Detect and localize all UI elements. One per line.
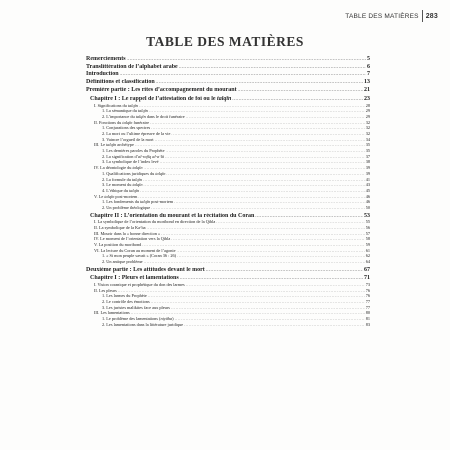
page-title: TABLE DES MATIÈRES xyxy=(146,34,304,49)
toc-entry xyxy=(86,213,370,221)
running-header xyxy=(345,10,438,22)
toc-entry-label: III. Les lamentations xyxy=(94,311,130,316)
toc-entry-page: 71 xyxy=(364,275,370,282)
toc-entry-page: 80 xyxy=(365,311,370,316)
toc-entry-page: 81 xyxy=(365,317,370,322)
dot-leader xyxy=(184,323,365,327)
toc-entry-label: 3. La symbolique de l’index levé xyxy=(102,160,159,165)
toc-entry-page: 38 xyxy=(365,160,370,165)
dot-leader xyxy=(160,160,365,164)
toc-entry-page: 39 xyxy=(365,166,370,171)
toc-entry-page: 77 xyxy=(365,305,370,310)
toc-entry-label: I. La symbolique de l’orientation du moribond en direction de la Qibla xyxy=(94,220,216,225)
dot-leader xyxy=(147,226,365,230)
dot-leader xyxy=(138,195,364,199)
toc-entry-label: 1. La sémantique du talqīn xyxy=(102,109,148,114)
toc-entry-page: 32 xyxy=(365,132,370,136)
toc-entry-label: II. Les pleurs xyxy=(94,288,117,293)
toc-entry-page: 34 xyxy=(365,137,370,142)
toc-entry xyxy=(86,267,370,275)
toc-entry-page: 59 xyxy=(365,242,370,247)
toc-entry-label: II. La symbolique de la Ka‘ba xyxy=(94,225,146,230)
toc-entry-label: 3. Vaincre l’orgueil de la mort xyxy=(102,137,154,142)
dot-leader xyxy=(135,143,365,147)
toc-entry xyxy=(86,206,370,212)
toc-entry-label: Translittération de l’alphabet arabe xyxy=(86,63,178,70)
toc-entry-label: 2. Un antique problème xyxy=(102,260,143,265)
toc-entry-label: I. Significations du talqīn xyxy=(94,103,138,108)
toc-entry-label: IV. La déontologie du talqīn xyxy=(94,166,143,171)
toc-entry-page: 64 xyxy=(365,260,370,265)
toc-entry-label: II. Fonctions du talqīn funéraire xyxy=(94,120,150,125)
dot-leader xyxy=(177,254,365,258)
toc-entry-label: III. Le talqīn archétype xyxy=(94,143,134,148)
toc-entry-page: 53 xyxy=(364,212,370,219)
dot-leader xyxy=(255,214,363,218)
toc-entry-page: 32 xyxy=(365,120,370,125)
toc-entry-page: 35 xyxy=(365,149,370,154)
toc-entry-label: Chapitre I : Le rappel de l’attestation de foi ou le talqīn xyxy=(90,95,232,102)
dot-leader xyxy=(148,294,365,298)
toc-entry-page: 29 xyxy=(365,109,370,114)
toc-entry-page: 37 xyxy=(365,154,370,159)
toc-entry-page: 32 xyxy=(365,126,370,131)
dot-leader xyxy=(171,306,365,310)
toc-entry xyxy=(86,260,370,266)
toc-entry xyxy=(86,96,370,104)
toc-entry-page: 61 xyxy=(365,248,370,253)
table-of-contents xyxy=(86,56,370,328)
dot-leader xyxy=(156,80,363,84)
toc-entry-page: 50 xyxy=(365,205,370,210)
toc-entry-label: Première partie : Les rites d’accompagnement du mourant xyxy=(86,87,237,94)
toc-entry-label: 1. Les fondements du talqīn post-mortem xyxy=(102,200,174,205)
toc-entry-label: 2. La mort ou l’ultime épreuve de la vie xyxy=(102,132,171,136)
toc-entry-page: 73 xyxy=(365,282,370,287)
toc-entry-label: Remerciements xyxy=(86,56,126,62)
toc-entry-label: 2. La formule du talqīn xyxy=(102,177,142,182)
toc-entry-page: 62 xyxy=(365,254,370,259)
dot-leader xyxy=(171,237,364,241)
dot-leader xyxy=(118,289,365,293)
toc-entry-page: 6 xyxy=(367,63,370,70)
running-header-title: TABLE DES MATIÈRES xyxy=(345,12,419,20)
dot-leader xyxy=(186,283,365,287)
dot-leader xyxy=(150,121,365,125)
toc-entry-page: 35 xyxy=(365,143,370,148)
dot-leader xyxy=(166,149,365,153)
dot-leader xyxy=(143,183,364,187)
toc-entry-page: 76 xyxy=(365,294,370,299)
toc-entry xyxy=(86,323,370,329)
toc-entry-page: 23 xyxy=(364,95,370,102)
header-divider xyxy=(422,10,423,22)
toc-entry xyxy=(86,275,370,283)
toc-entry-label: 1. Qualifications juridiques du talqīn xyxy=(102,171,166,176)
toc-entry-page: 21 xyxy=(364,87,370,94)
toc-entry-page: 55 xyxy=(365,220,370,225)
toc-entry-label: 3. Le moment du talqīn xyxy=(102,183,143,188)
toc-entry xyxy=(86,79,370,87)
toc-entry-label: I. Vision coranique et prophétique du don des larmes xyxy=(94,282,185,287)
dot-leader xyxy=(144,260,365,264)
toc-entry-label: Chapitre I : Pleurs et lamentations xyxy=(90,275,179,282)
toc-entry-label: 1. Les larmes du Prophète xyxy=(102,294,147,299)
toc-entry xyxy=(86,71,370,79)
toc-entry-page: 7 xyxy=(367,71,370,78)
toc-entry-page: 46 xyxy=(365,200,370,205)
toc-entry-page: 56 xyxy=(365,225,370,230)
dot-leader xyxy=(180,276,363,280)
dot-leader xyxy=(216,220,364,224)
toc-entry xyxy=(86,56,370,64)
toc-entry-page: 46 xyxy=(365,194,370,199)
dot-leader xyxy=(165,155,365,159)
dot-leader xyxy=(171,132,364,136)
toc-entry-page: 67 xyxy=(364,266,370,273)
dot-leader xyxy=(144,166,365,170)
toc-entry-label: V. La position du moribond xyxy=(94,242,142,247)
toc-entry-page: 45 xyxy=(365,188,370,193)
toc-entry-label: 1. Conjurations des spectres xyxy=(102,126,151,131)
toc-entry-page: 13 xyxy=(364,78,370,85)
toc-entry-label: Deuxième partie : Les attitudes devant le mort xyxy=(86,266,205,273)
toc-entry-label: 3. Les juristes malikites face aux pleurs xyxy=(102,305,170,310)
dot-leader xyxy=(238,88,363,92)
dot-leader xyxy=(151,206,364,210)
toc-entry-label: Chapitre II : L’orientation du mourant et la récitation du Coran xyxy=(90,212,255,219)
toc-entry-label: IV. Le moment de l’orientation vers la Qibla xyxy=(94,237,171,242)
toc-entry-label: VI. La lecture du Coran au moment de l’agonie xyxy=(94,248,176,253)
toc-entry-page: 29 xyxy=(365,114,370,119)
page-number: 283 xyxy=(425,12,438,20)
toc-entry-page: 77 xyxy=(365,299,370,304)
toc-entry-label: 1. « Si mon peuple savait » (Coran 36 : 26) xyxy=(102,254,177,259)
toc-entry-label: 4. L’éthique du talqīn xyxy=(102,188,140,193)
dot-leader xyxy=(175,317,365,321)
toc-entry-label: 2. La signification d’al-rafīq al-a‘lā xyxy=(102,154,164,159)
dot-leader xyxy=(142,243,364,247)
dot-leader xyxy=(155,138,365,142)
toc-entry-page: 5 xyxy=(367,56,370,62)
toc-entry-label: Définitions et classification xyxy=(86,78,155,85)
dot-leader xyxy=(151,126,364,130)
dot-leader xyxy=(131,311,365,315)
dot-leader xyxy=(120,72,366,76)
dot-leader xyxy=(186,115,365,119)
dot-leader xyxy=(139,104,365,108)
toc-entry-label: 1. Le problème des lamentations (niyāha) xyxy=(102,317,174,322)
dot-leader xyxy=(179,65,366,69)
dot-leader xyxy=(166,172,364,176)
toc-entry-label: 2. Le contrôle des émotions xyxy=(102,299,150,304)
toc-entry-label: 1. Les dernières paroles du Prophète xyxy=(102,149,165,154)
dot-leader xyxy=(232,97,363,101)
toc-entry xyxy=(86,64,370,72)
toc-entry-label: 2. Un problème théologique xyxy=(102,205,151,210)
toc-entry-page: 43 xyxy=(365,183,370,188)
toc-entry-page: 28 xyxy=(365,103,370,108)
toc-entry xyxy=(86,87,370,95)
toc-entry-page: 58 xyxy=(365,237,370,242)
dot-leader xyxy=(143,178,365,182)
toc-entry-page: 41 xyxy=(365,177,370,182)
toc-entry-label: III. Mourir dans la « bonne direction » xyxy=(94,231,161,236)
dot-leader xyxy=(161,232,365,236)
toc-entry-label: V. Le talqīn post-mortem xyxy=(94,194,138,199)
toc-entry-label: 2. L’importance du talqīn dans le droit funéraire xyxy=(102,114,185,119)
dot-leader xyxy=(151,300,365,304)
toc-entry-page: 83 xyxy=(365,322,370,327)
dot-leader xyxy=(149,109,365,113)
toc-entry-page: 76 xyxy=(365,288,370,293)
dot-leader xyxy=(206,268,363,272)
toc-entry-page: 57 xyxy=(365,231,370,236)
dot-leader xyxy=(177,249,365,253)
toc-entry-label: 2. Les lamentations dans la littérature juridique xyxy=(102,322,184,327)
dot-leader xyxy=(140,189,365,193)
toc-entry-page: 39 xyxy=(365,171,370,176)
toc-entry-label: Introduction xyxy=(86,71,119,78)
dot-leader xyxy=(174,200,365,204)
dot-leader xyxy=(127,57,366,61)
